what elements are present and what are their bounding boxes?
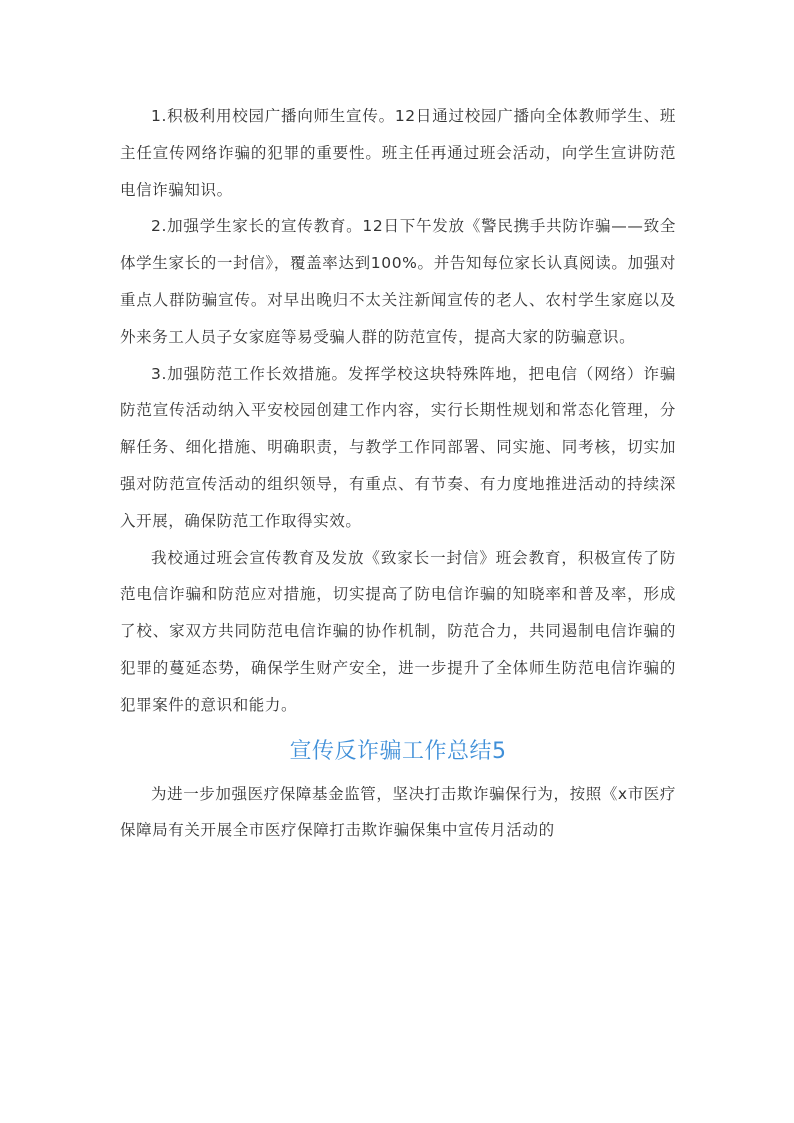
paragraph-summary: 我校通过班会宣传教育及发放《致家长一封信》班会教育，积极宣传了防范电信诈骗和防范应对措施，切实提高了防电信诈骗的知晓率和普及率，形成了校、家双方共同防范电信诈骗的协作机制，防范合力，共同遏制电信诈骗的犯罪的蔓延态势，确保学生财产安全，进一步提升了全体师生防范电信诈骗的犯罪案件的意识和能力。 [120,548,676,714]
paragraph-medical-insurance: 为进一步加强医疗保障基金监管，坚决打击欺诈骗保行为，按照《x市医疗保障局有关开展全市医疗保障打击欺诈骗保集中宣传月活动的 [120,784,676,840]
paragraph-long-term-measures: 3.加强防范工作长效措施。发挥学校这块特殊阵地，把电信（网络）诈骗防范宣传活动纳入平安校园创建工作内容，实行长期性规划和常态化管理，分解任务、细化措施、明确职责，与教学工作同部署、同实施、同考核，切实加强对防范宣传活动的组织领导，有重点、有节奏、有力度地推进活动的持续深入开展，确保防范工作取得实效。 [120,364,676,530]
paragraph-parent-education: 2.加强学生家长的宣传教育。12日下午发放《警民携手共防诈骗——致全体学生家长的一封信》，覆盖率达到100%。并告知每位家长认真阅读。加强对重点人群防骗宣传。对早出晚归不太关注新闻宣传的老人、农村学生家庭以及外来务工人员子女家庭等易受骗人群的防范宣传，提高大家的防骗意识。 [120,217,676,346]
section-heading: 宣传反诈骗工作总结5 [289,738,507,764]
document-body [120,98,676,849]
paragraph-campus-broadcast: 1.积极利用校园广播向师生宣传。12日通过校园广播向全体教师学生、班主任宣传网络诈骗的犯罪的重要性。班主任再通过班会活动，向学生宣讲防范电信诈骗知识。 [120,107,676,199]
